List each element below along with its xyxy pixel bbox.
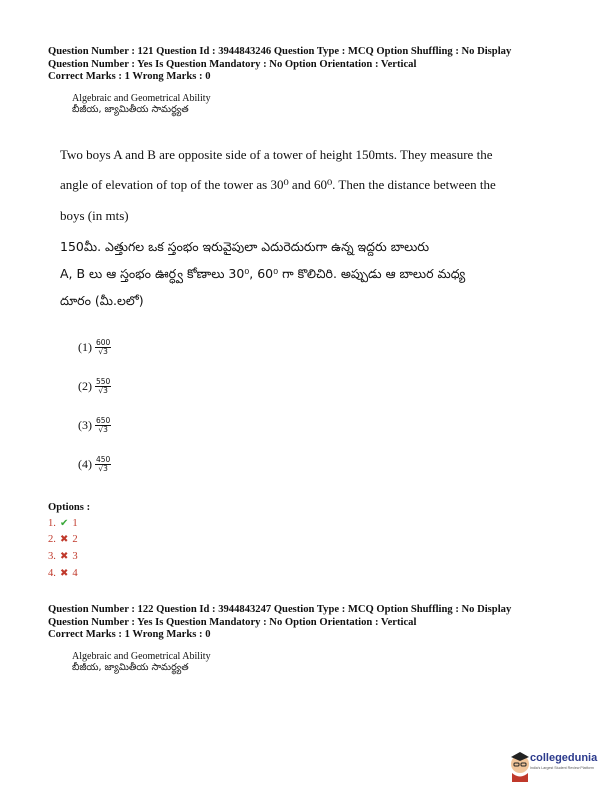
option-2-numerator: 550 bbox=[96, 377, 111, 386]
q122-meta-line-2: Question Number : Yes Is Question Mandatory : No Option Orientation : Vertical bbox=[48, 616, 417, 628]
answer-option-1 bbox=[48, 518, 78, 529]
q122-section-telugu-text: బీజీయ, జ్యామితీయ సామర్థ్యత bbox=[72, 662, 189, 673]
option-3-numerator: 650 bbox=[96, 416, 111, 425]
q122-section-english: Algebraic and Geometrical Ability bbox=[72, 651, 211, 662]
answer-4-number: 4. bbox=[48, 568, 56, 579]
cross-icon: ✖ bbox=[59, 568, 69, 579]
q122-section-telugu bbox=[72, 662, 189, 673]
logo-brand-name: collegedunia bbox=[530, 752, 598, 764]
answer-option-3 bbox=[48, 551, 78, 562]
answer-1-value: 1 bbox=[72, 518, 78, 529]
answer-4-value: 4 bbox=[72, 568, 78, 579]
option-1-numerator: 600 bbox=[96, 338, 111, 347]
q121-meta-line-2: Question Number : Yes Is Question Mandatory : No Option Orientation : Vertical bbox=[48, 58, 417, 70]
answer-3-number: 3. bbox=[48, 551, 56, 562]
option-4-label: (4) bbox=[78, 457, 92, 471]
option-4-fraction bbox=[95, 456, 111, 473]
q122-marks: Correct Marks : 1 Wrong Marks : 0 bbox=[48, 629, 211, 640]
option-3-denominator: √3 bbox=[98, 425, 108, 434]
q121-section-telugu-text: బీజీయ, జ్యామితీయ సామర్థ్యత bbox=[72, 104, 189, 115]
option-4 bbox=[78, 456, 111, 473]
answer-2-number: 2. bbox=[48, 534, 56, 545]
option-2-fraction bbox=[95, 378, 111, 395]
cross-icon: ✖ bbox=[59, 534, 69, 545]
q121-text-en-line-3: boys (in mts) bbox=[60, 208, 129, 223]
cross-icon: ✖ bbox=[59, 551, 69, 562]
q121-text-te-line-3: దూరం (మీ.లలో) bbox=[60, 293, 144, 308]
option-3 bbox=[78, 417, 111, 434]
option-2-label: (2) bbox=[78, 379, 92, 393]
q121-text-te-line-1: 150మీ. ఎత్తుగల ఒక స్తంభం ఇరువైపులా ఎదురెదురుగా ఉన్న ఇద్దరు బాలురు bbox=[60, 239, 430, 254]
option-1 bbox=[78, 339, 111, 356]
answer-2-value: 2 bbox=[72, 534, 78, 545]
option-1-label: (1) bbox=[78, 340, 92, 354]
q122-meta-line-1: Question Number : 122 Question Id : 3944843247 Question Type : MCQ Option Shuffling : No Display bbox=[48, 604, 512, 615]
option-4-denominator: √3 bbox=[98, 464, 108, 473]
q121-text-en-line-1: Two boys A and B are opposite side of a tower of height 150mts. They measure the bbox=[60, 147, 493, 162]
answer-3-value: 3 bbox=[72, 551, 78, 562]
options-heading: Options : bbox=[48, 502, 91, 513]
option-3-label: (3) bbox=[78, 418, 92, 432]
logo-tagline: India's Largest Student Review Platform bbox=[530, 766, 594, 770]
q121-marks: Correct Marks : 1 Wrong Marks : 0 bbox=[48, 71, 211, 82]
q121-section-english: Algebraic and Geometrical Ability bbox=[72, 93, 211, 104]
q121-text-en-line-2: angle of elevation of top of the tower as 30⁰ and 60⁰. Then the distance between the bbox=[60, 177, 496, 192]
check-icon: ✔ bbox=[59, 518, 69, 529]
option-4-numerator: 450 bbox=[96, 455, 111, 464]
option-2 bbox=[78, 378, 111, 395]
q121-text-te-line-2: A, B లు ఆ స్తంభం ఊర్ధ్వ కోణాలు 30⁰, 60⁰ గా కొలిచిరి. అప్పుడు ఆ బాలుర మధ్య bbox=[60, 266, 466, 281]
answer-option-2 bbox=[48, 534, 78, 545]
option-3-fraction bbox=[95, 417, 111, 434]
q121-meta-line-1: Question Number : 121 Question Id : 3944843246 Question Type : MCQ Option Shuffling : No Display bbox=[48, 46, 512, 57]
option-1-denominator: √3 bbox=[98, 347, 108, 356]
q121-section-telugu bbox=[72, 104, 189, 115]
answer-1-number: 1. bbox=[48, 518, 56, 529]
option-1-fraction bbox=[95, 339, 111, 356]
option-2-denominator: √3 bbox=[98, 386, 108, 395]
answer-option-4 bbox=[48, 568, 78, 579]
